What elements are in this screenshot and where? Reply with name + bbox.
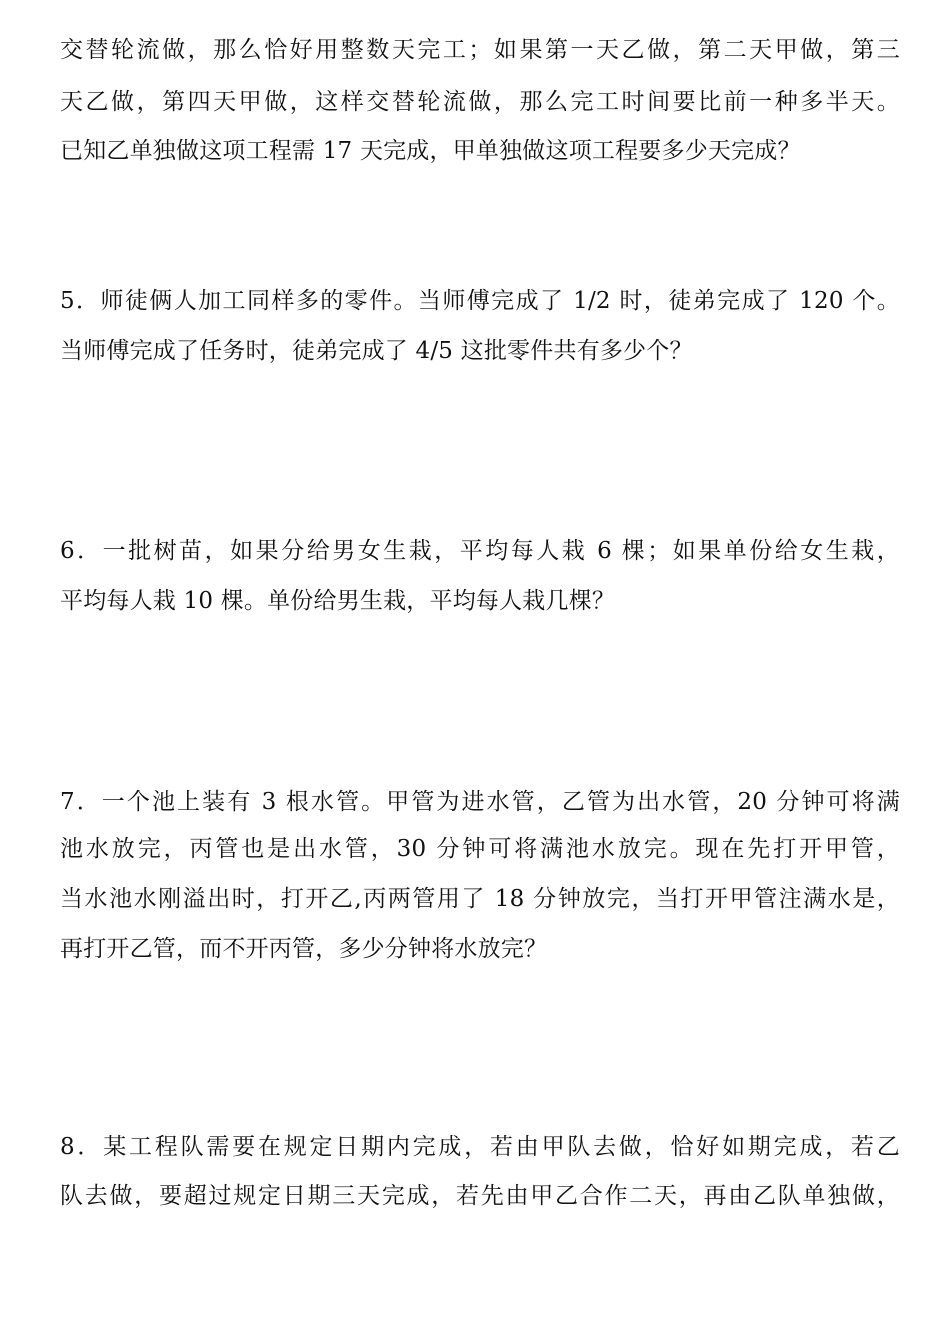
text-line: 交替轮流做，那么恰好用整数天完工；如果第一天乙做，第二天甲做，第三: [60, 37, 900, 63]
text-line: 再打开乙管，而不开丙管，多少分钟将水放完？: [60, 936, 548, 962]
text-line: 当水池水刚溢出时，打开乙,丙两管用了 18 分钟放完，当打开甲管注满水是，: [60, 886, 900, 912]
text-line: 队去做，要超过规定日期三天完成，若先由甲乙合作二天，再由乙队单独做，: [60, 1183, 900, 1209]
text-line: 天乙做，第四天甲做，这样交替轮流做，那么完工时间要比前一种多半天。: [60, 89, 900, 115]
text-line: 已知乙单独做这项工程需 17 天完成，甲单独做这项工程要多少天完成？: [60, 138, 801, 164]
text-line: 8．某工程队需要在规定日期内完成，若由甲队去做，恰好如期完成，若乙: [60, 1134, 900, 1160]
text-line: 7．一个池上装有 3 根水管。甲管为进水管，乙管为出水管，20 分钟可将满: [60, 789, 900, 815]
text-line: 6．一批树苗，如果分给男女生栽，平均每人栽 6 棵；如果单份给女生栽，: [60, 538, 900, 564]
text-line: 当师傅完成了任务时，徒弟完成了 4/5 这批零件共有多少个？: [60, 338, 693, 364]
text-line: 平均每人栽 10 棵。单份给男生栽，平均每人栽几棵？: [60, 588, 616, 614]
text-line: 池水放完，丙管也是出水管，30 分钟可将满池水放完。现在先打开甲管，: [60, 836, 900, 862]
text-line: 5．师徒俩人加工同样多的零件。当师傅完成了 1/2 时，徒弟完成了 120 个。: [60, 288, 900, 314]
